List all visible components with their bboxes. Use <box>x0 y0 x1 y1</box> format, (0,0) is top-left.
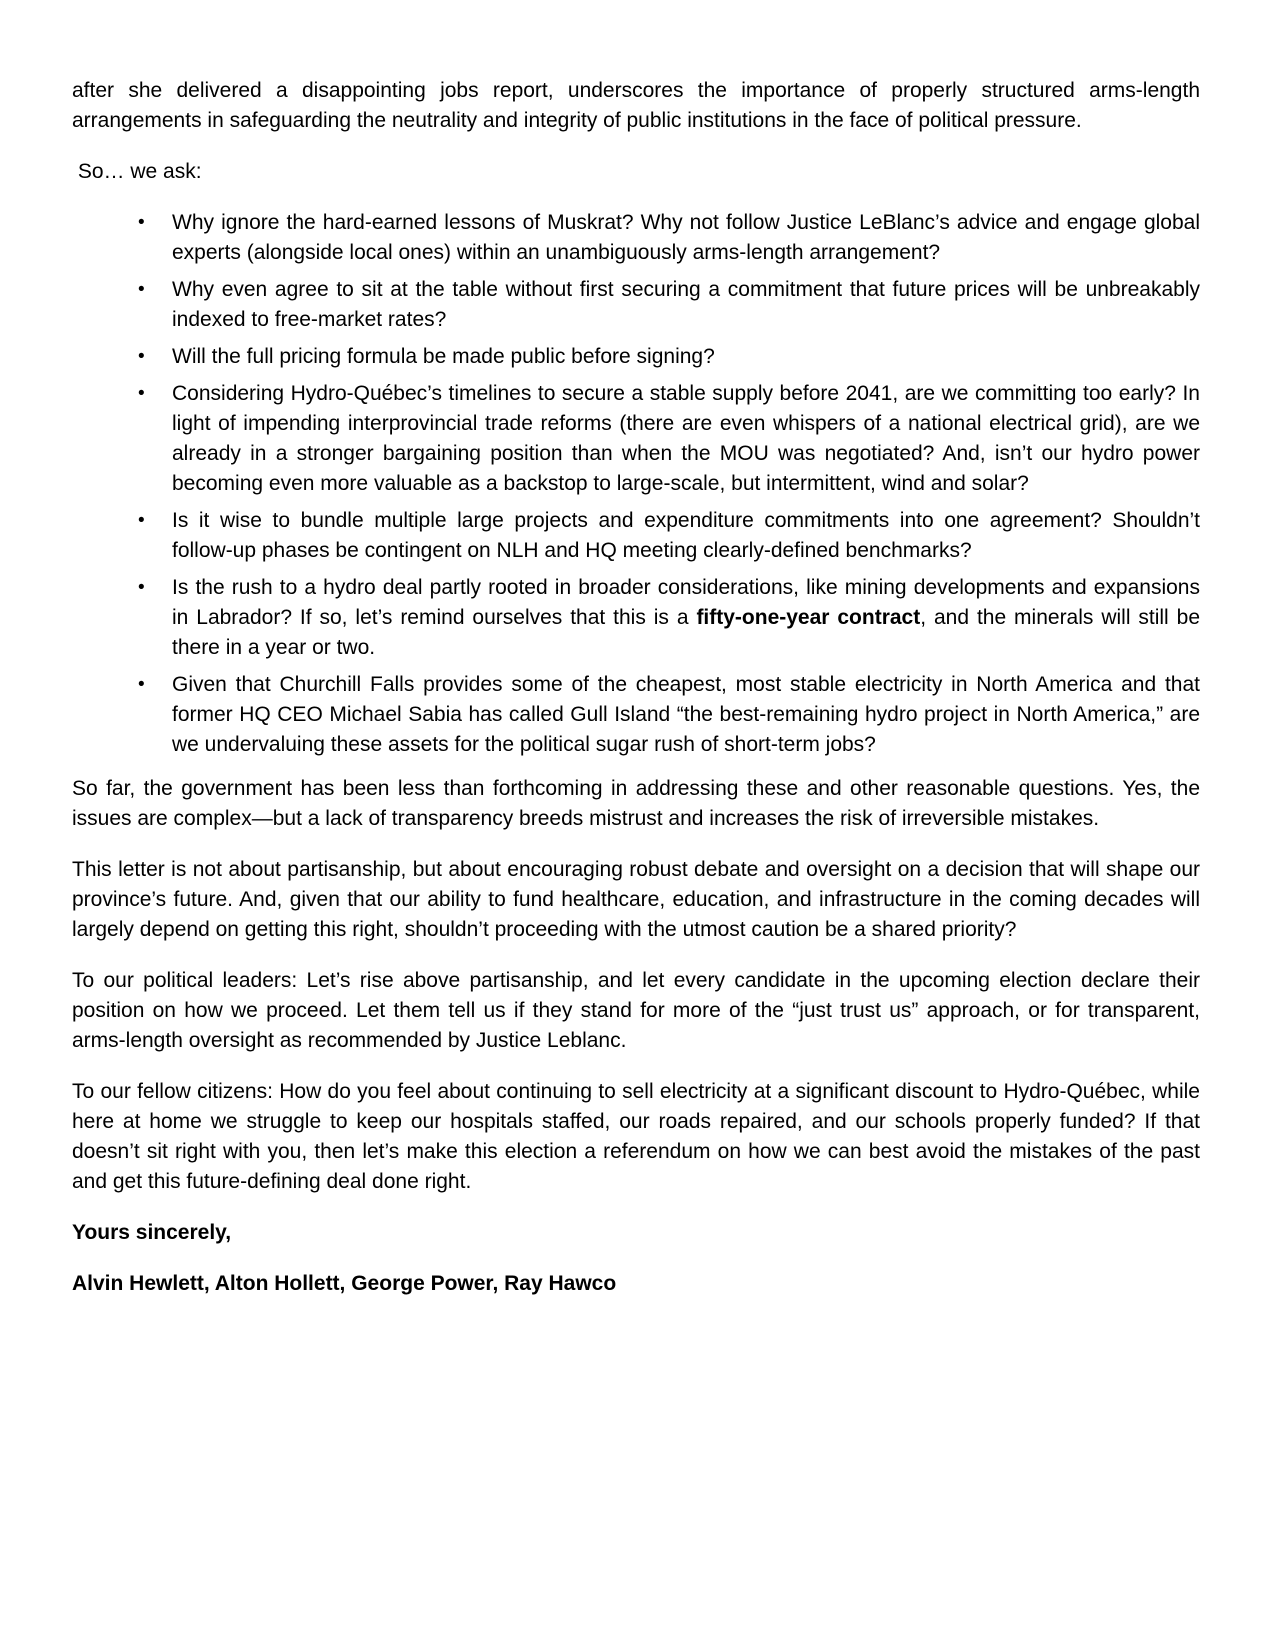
bullet-icon: • <box>138 346 145 367</box>
bullet-icon: • <box>138 510 145 531</box>
bold-phrase: fifty-one-year contract <box>696 606 921 629</box>
question-item <box>72 573 1200 663</box>
forthcoming-paragraph: So far, the government has been less than forthcoming in addressing these and other reasonable questions. Yes, the issues are complex—but a lack of transparency breeds mistrust and increases the risk of irreversible mistakes. <box>72 777 1200 830</box>
question-item <box>72 208 1200 268</box>
bullet-icon: • <box>138 279 145 300</box>
questions-list <box>72 208 1200 760</box>
question-text: Will the full pricing formula be made public before signing? <box>172 345 715 368</box>
bullet-icon: • <box>138 383 145 404</box>
question-item <box>72 506 1200 566</box>
political-leaders-paragraph: To our political leaders: Let’s rise above partisanship, and let every candidate in the upcoming election declare their position on how we proceed. Let them tell us if they stand for more of the “just trust us” approach, or for transparent, arms-length oversight as recommended by Justice Leblanc. <box>72 969 1200 1052</box>
question-item <box>72 670 1200 760</box>
question-text: Is the rush to a hydro deal partly rooted in broader considerations, like mining developments and expansions in Labrador? If so, let’s remind ourselves that this is a <box>172 576 1200 629</box>
so-we-ask-line: So… we ask: <box>72 160 202 183</box>
question-item <box>72 342 1200 372</box>
closing-salutation: Yours sincerely, <box>72 1221 232 1244</box>
question-text: Why ignore the hard-earned lessons of Muskrat? Why not follow Justice LeBlanc’s advice and engage global experts (alongside local ones) within an unambiguously arms-length arrangement? <box>172 211 1200 264</box>
partisanship-paragraph: This letter is not about partisanship, but about encouraging robust debate and oversight on a decision that will shape our province’s future. And, given that our ability to fund healthcare, education, and infrastructure in the coming decades will largely depend on getting this right, shouldn’t proceeding with the utmost caution be a shared priority? <box>72 858 1200 941</box>
question-text: Given that Churchill Falls provides some of the cheapest, most stable electricity in North America and that former HQ CEO Michael Sabia has called Gull Island “the best-remaining hydro project in North America,” are we undervaluing these assets for the political sugar rush of short-term jobs? <box>172 673 1200 756</box>
question-item <box>72 275 1200 335</box>
bullet-icon: • <box>138 577 145 598</box>
bullet-icon: • <box>138 674 145 695</box>
question-text: , and the minerals will still be there in a year or two. <box>172 606 1201 659</box>
fellow-citizens-paragraph: To our fellow citizens: How do you feel about continuing to sell electricity at a significant discount to Hydro-Québec, while here at home we struggle to keep our hospitals staffed, our roads repaired, and our schools properly funded? If that doesn’t sit right with you, then let’s make this election a referendum on how we can best avoid the mistakes of the past and get this future-defining deal done right. <box>72 1080 1200 1193</box>
question-text: Considering Hydro-Québec’s timelines to secure a stable supply before 2041, are we committing too early? In light of impending interprovincial trade reforms (there are even whispers of a national electrical grid), are we already in a stronger bargaining position than when the MOU was negotiated? And, isn’t our hydro power becoming even more valuable as a backstop to large-scale, but intermittent, wind and solar? <box>172 382 1200 495</box>
intro-paragraph: after she delivered a disappointing jobs report, underscores the importance of properly structured arms-length arrangements in safeguarding the neutrality and integrity of public institutions in the face of political pressure. <box>72 79 1200 132</box>
signatories-line: Alvin Hewlett, Alton Hollett, George Power, Ray Hawco <box>72 1272 617 1295</box>
question-item <box>72 379 1200 499</box>
bullet-icon: • <box>138 212 145 233</box>
question-text: Why even agree to sit at the table without first securing a commitment that future prices will be unbreakably indexed to free-market rates? <box>172 278 1200 331</box>
question-text: Is it wise to bundle multiple large projects and expenditure commitments into one agreement? Shouldn’t follow-up phases be contingent on NLH and HQ meeting clearly-defined benchmarks? <box>172 509 1200 562</box>
